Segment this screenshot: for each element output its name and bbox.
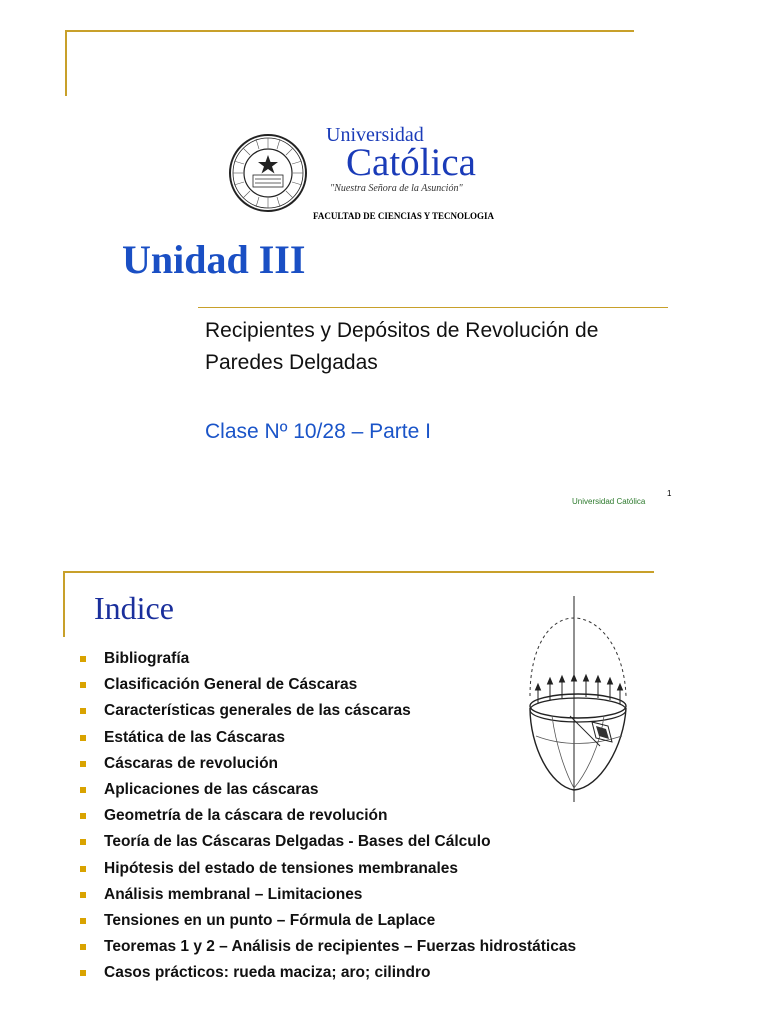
index-item-label: Aplicaciones de las cáscaras bbox=[104, 780, 319, 798]
bullet-icon bbox=[80, 839, 86, 845]
footer-university: Universidad Católica bbox=[572, 497, 646, 506]
top-rule bbox=[66, 30, 634, 32]
bullet-icon bbox=[80, 682, 86, 688]
index-item bbox=[80, 910, 576, 936]
index-item-label: Características generales de las cáscaras bbox=[104, 702, 411, 720]
index-item bbox=[80, 700, 576, 726]
index-item-label: Geometría de la cáscara de revolución bbox=[104, 807, 388, 825]
index-item bbox=[80, 753, 576, 779]
index-list bbox=[80, 648, 576, 988]
index-item-label: Casos prácticos: rueda maciza; aro; cilindro bbox=[104, 964, 431, 982]
top-rule bbox=[64, 571, 654, 573]
page-number: 1 bbox=[667, 489, 672, 498]
unit-title: Unidad III bbox=[122, 237, 306, 282]
index-item-label: Estática de las Cáscaras bbox=[104, 728, 285, 746]
index-item-label: Teoría de las Cáscaras Delgadas - Bases del Cálculo bbox=[104, 833, 491, 851]
bullet-icon bbox=[80, 918, 86, 924]
index-item bbox=[80, 936, 576, 962]
university-motto: "Nuestra Señora de la Asunción" bbox=[330, 183, 463, 194]
index-item bbox=[80, 727, 576, 753]
index-item-label: Bibliografía bbox=[104, 650, 190, 667]
bullet-icon bbox=[80, 787, 86, 793]
index-item bbox=[80, 648, 576, 674]
index-item bbox=[80, 779, 576, 805]
index-item-label: Cáscaras de revolución bbox=[104, 754, 279, 772]
index-item bbox=[80, 858, 576, 884]
index-title: Indice bbox=[94, 590, 174, 626]
index-item-label: Tensiones en un punto – Fórmula de Laplace bbox=[104, 911, 436, 929]
university-word: Universidad bbox=[326, 124, 424, 146]
bullet-icon bbox=[80, 813, 86, 819]
faculty-name: FACULTAD DE CIENCIAS Y TECNOLOGIA bbox=[313, 211, 495, 221]
bullet-icon bbox=[80, 735, 86, 741]
university-name: Católica bbox=[346, 141, 476, 184]
class-number: Clase Nº 10/28 – Parte I bbox=[205, 420, 431, 443]
university-seal-logo bbox=[228, 133, 308, 213]
index-slide bbox=[0, 560, 768, 1024]
unit-subtitle: Recipientes y Depósitos de Revolución de Paredes Delgadas bbox=[205, 319, 599, 374]
shell-of-revolution-figure bbox=[512, 596, 658, 808]
index-item-label: Análisis membranal – Limitaciones bbox=[104, 885, 363, 903]
left-rule bbox=[63, 571, 65, 637]
index-item bbox=[80, 884, 576, 910]
index-item-label: Teoremas 1 y 2 – Análisis de recipientes – Fuerzas hidrostáticas bbox=[104, 938, 577, 956]
index-item bbox=[80, 805, 576, 831]
index-item-label: Clasificación General de Cáscaras bbox=[104, 676, 358, 694]
bullet-icon bbox=[80, 944, 86, 950]
index-item-label: Hipótesis del estado de tensiones membranales bbox=[104, 859, 459, 877]
title-divider bbox=[198, 307, 668, 308]
bullet-icon bbox=[80, 866, 86, 872]
bullet-icon bbox=[80, 656, 86, 662]
index-item bbox=[80, 962, 576, 988]
bullet-icon bbox=[80, 708, 86, 714]
bullet-icon bbox=[80, 892, 86, 898]
index-item bbox=[80, 831, 576, 857]
bullet-icon bbox=[80, 970, 86, 976]
index-item bbox=[80, 674, 576, 700]
bullet-icon bbox=[80, 761, 86, 767]
left-rule bbox=[65, 30, 67, 96]
